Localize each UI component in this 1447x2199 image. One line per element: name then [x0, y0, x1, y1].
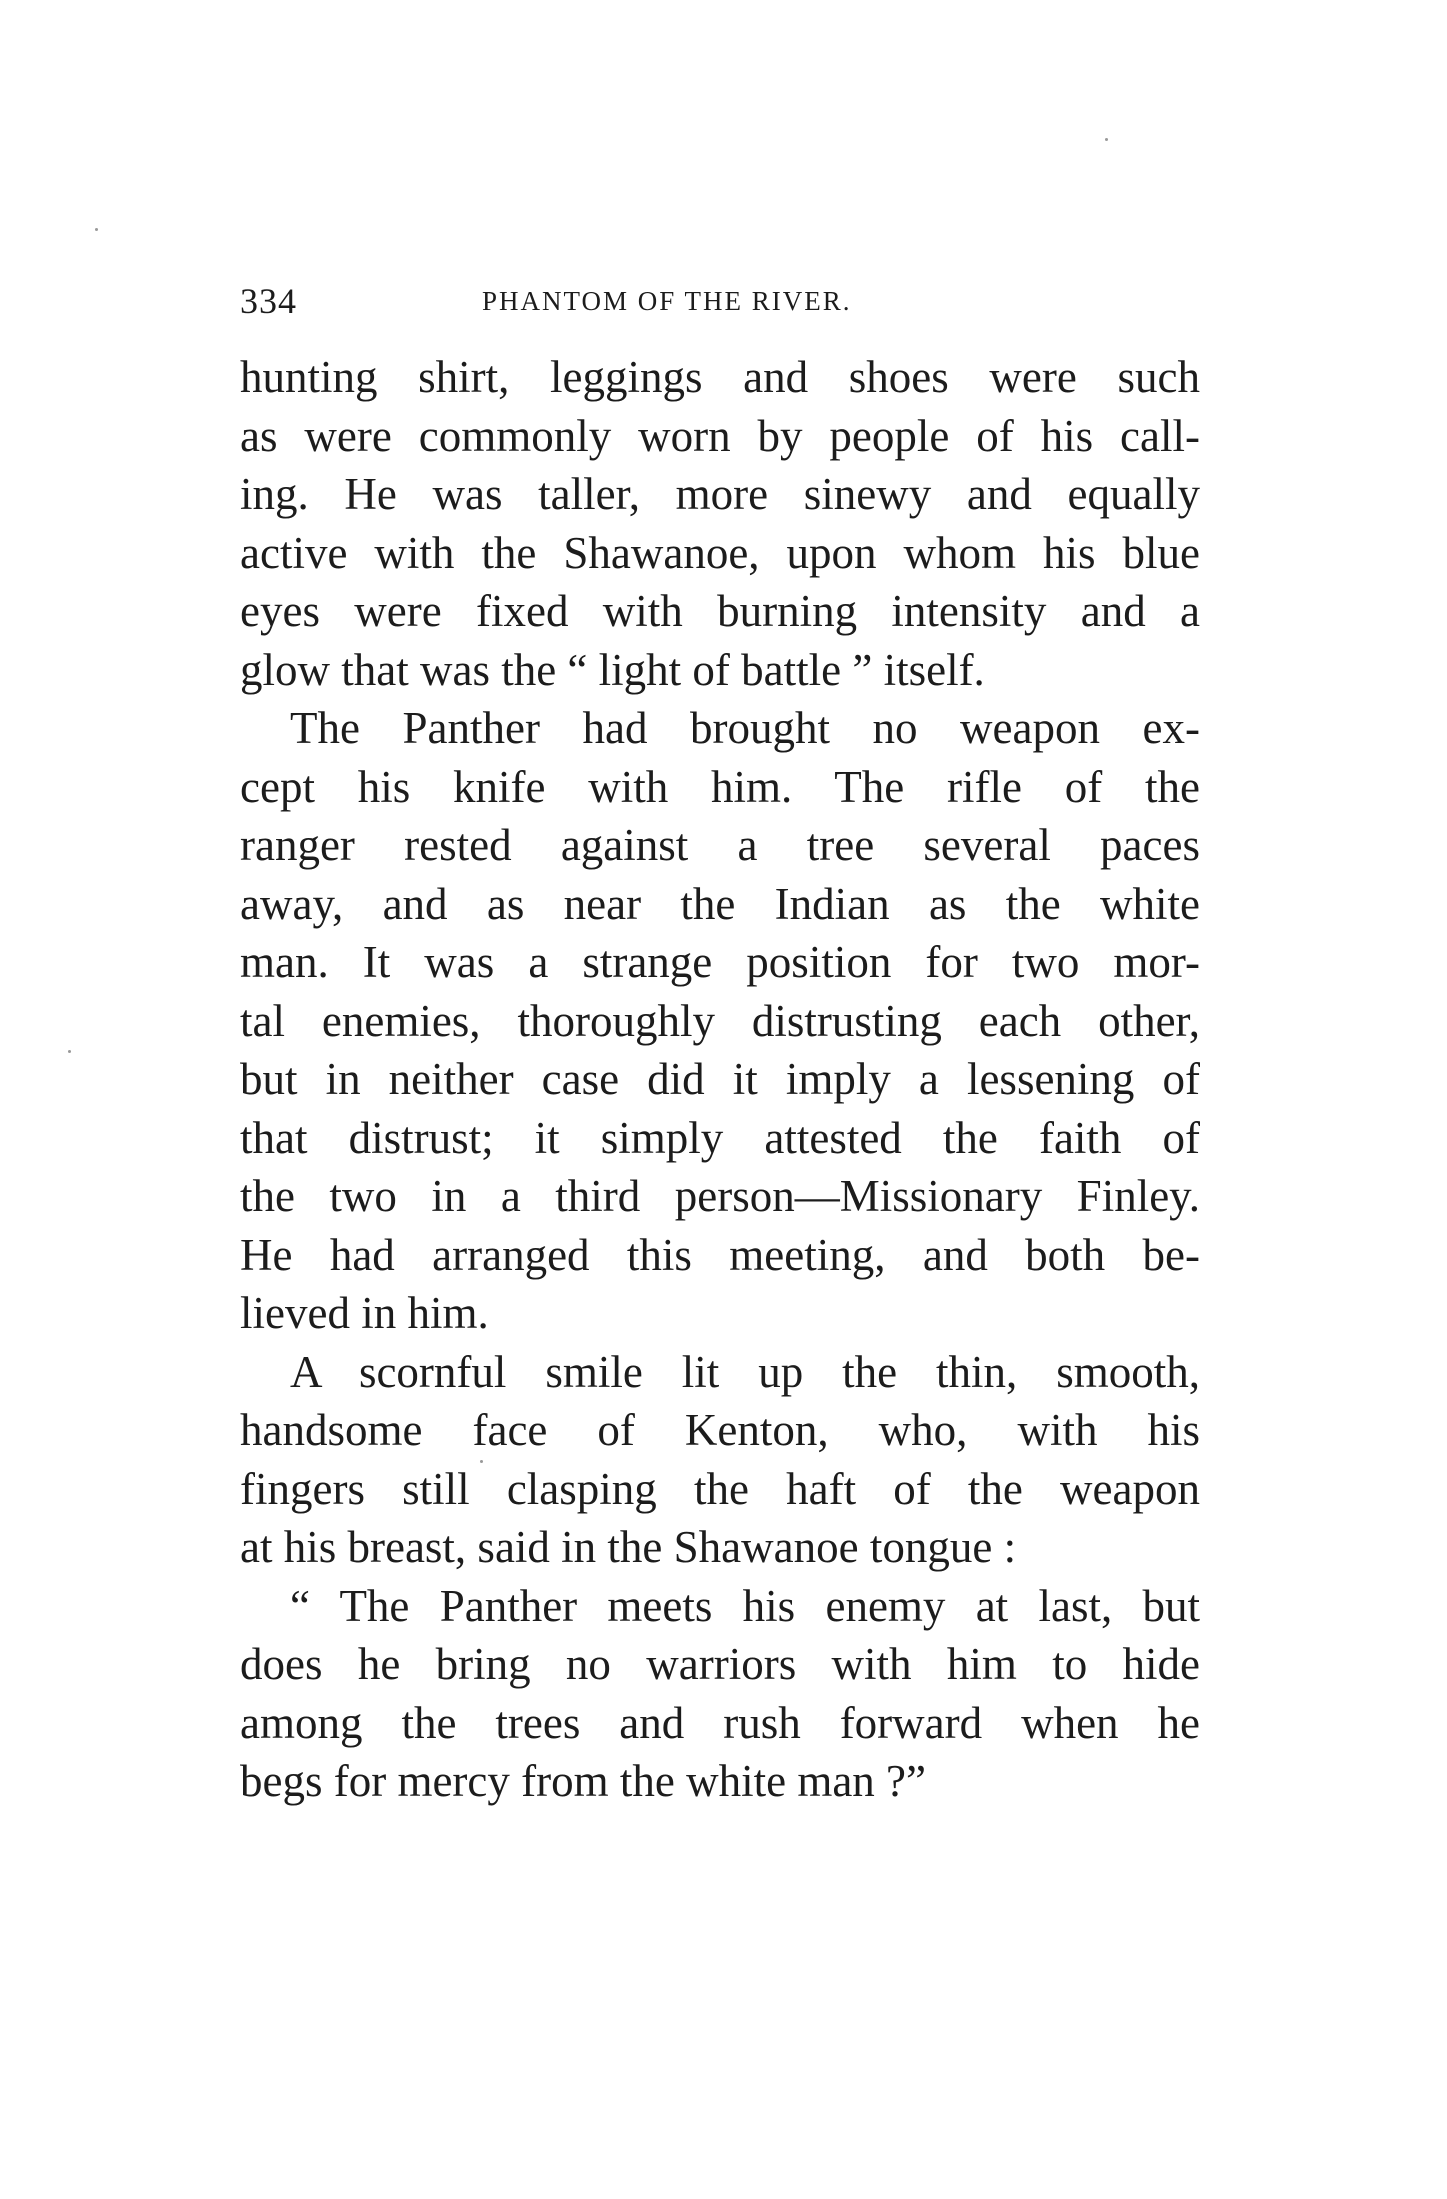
text-line: He had arranged this meeting, and both be-: [240, 1229, 1200, 1280]
paragraph: [240, 1577, 1200, 1811]
text-line: does he bring no warriors with him to hide: [240, 1639, 1200, 1689]
text-line: among the trees and rush forward when he: [240, 1697, 1200, 1748]
text-line: but in neither case did it imply a lessening of: [240, 1054, 1200, 1104]
text-line: hunting shirt, leggings and shoes were such: [240, 352, 1200, 402]
text-line: at his breast, said in the Shawanoe tongue :: [240, 1522, 1017, 1572]
text-line: man. It was a strange position for two mor-: [240, 937, 1200, 987]
text-line: handsome face of Kenton, who, with his: [240, 1405, 1200, 1455]
text-line: lieved in him.: [240, 1288, 489, 1338]
scan-speck: [95, 228, 98, 231]
text-line: tal enemies, thoroughly distrusting each other,: [240, 995, 1200, 1046]
text-line: eyes were fixed with burning intensity and a: [240, 586, 1200, 636]
paragraph: [240, 1343, 1200, 1577]
text-line: that distrust; it simply attested the faith of: [240, 1112, 1200, 1163]
body-text: [240, 348, 1200, 1811]
text-line: active with the Shawanoe, upon whom his blue: [240, 527, 1200, 578]
text-line: glow that was the “ light of battle ” itself.: [240, 644, 985, 695]
text-line: begs for mercy from the white man ?”: [240, 1756, 926, 1806]
text-line: A scornful smile lit up the thin, smooth,: [290, 1346, 1200, 1397]
scan-speck: [68, 1050, 71, 1053]
scan-speck: [1105, 138, 1108, 141]
text-line: The Panther had brought no weapon ex-: [290, 703, 1200, 753]
running-head: PHANTOM OF THE RIVER.: [482, 286, 852, 316]
text-line: the two in a third person—Missionary Finley.: [240, 1171, 1200, 1221]
paragraph: [240, 699, 1200, 1343]
scan-speck: [480, 1460, 483, 1463]
text-line: fingers still clasping the haft of the weapon: [240, 1463, 1200, 1514]
text-line: “ The Panther meets his enemy at last, but: [290, 1580, 1200, 1631]
page-header: [240, 270, 1200, 330]
text-line: ranger rested against a tree several paces: [240, 820, 1200, 870]
text-line: as were commonly worn by people of his call-: [240, 410, 1200, 461]
page-number: 334: [240, 281, 297, 321]
text-line: away, and as near the Indian as the white: [240, 878, 1200, 929]
paragraph: [240, 348, 1200, 699]
text-line: ing. He was taller, more sinewy and equally: [240, 469, 1200, 519]
text-line: cept his knife with him. The rifle of the: [240, 761, 1200, 812]
